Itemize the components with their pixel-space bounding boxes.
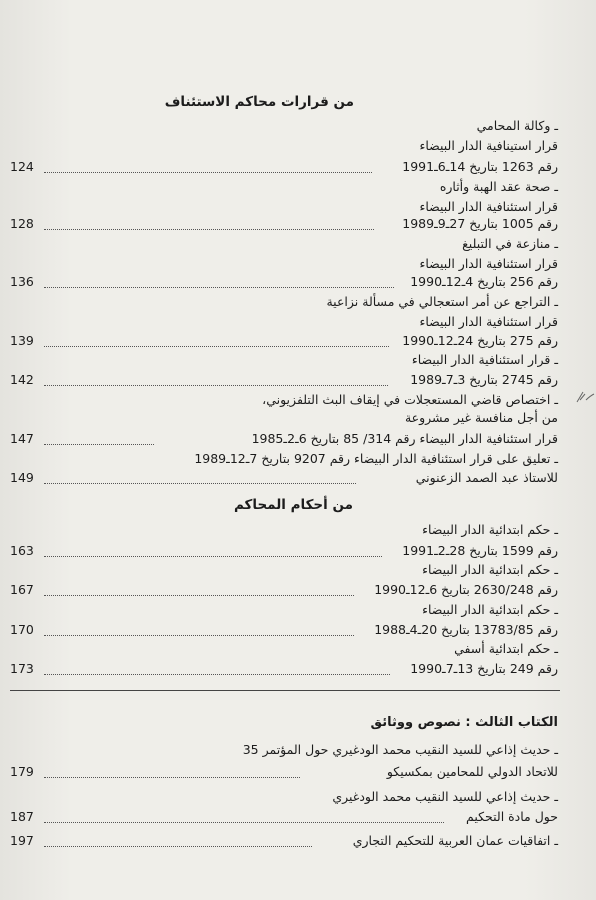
- page-number: 197: [10, 833, 34, 848]
- page-number: 142: [10, 372, 34, 387]
- toc-line: رقم 275 بتاريخ 24ـ12ـ1990: [402, 333, 558, 348]
- page-number: 149: [10, 470, 34, 485]
- toc-line: ـ التراجع عن أمر استعجالي في مسألة نزاعية: [326, 294, 558, 309]
- toc-line: من أجل منافسة غير مشروعة: [404, 410, 558, 425]
- toc-line: ـ اختصاص قاضي المستعجلات في إيقاف البث التلفزيوني،: [262, 392, 558, 407]
- toc-line: قرار استئنافية الدار البيضاء رقم 314/ 85 بتاريخ 6ـ2ـ1985: [251, 431, 558, 446]
- page-number: 167: [10, 582, 34, 597]
- toc-line: قرار استئنافية الدار البيضاء: [419, 199, 558, 214]
- toc-line: رقم 1005 بتاريخ 27ـ9ـ1989: [402, 216, 558, 231]
- toc-line: ـ وكالة المحامي: [476, 118, 558, 133]
- toc-line: رقم 256 بتاريخ 4ـ12ـ1990: [410, 274, 558, 289]
- toc-line: للاتحاد الدولي للمحامين بمكسيكو: [386, 764, 558, 779]
- toc-line: ـ قرار استئنافية الدار البيضاء: [411, 352, 558, 367]
- section-title-book-three: الكتاب الثالث : نصوص ووثائق: [370, 715, 558, 730]
- toc-line: ـ حكم ابتدائية الدار البيضاء: [422, 602, 558, 617]
- toc-line: ـ حديث إذاعي للسيد النقيب محمد الودغيري: [332, 789, 558, 804]
- leader-dots: [44, 822, 444, 823]
- toc-line: رقم 1599 بتاريخ 28ـ2ـ1991: [402, 543, 558, 558]
- section-title-appeals: من قرارات محاكم الاستئناف: [164, 94, 354, 110]
- toc-line: ـ صحة عقد الهبة وأثاره: [439, 179, 558, 194]
- leader-dots: [44, 777, 300, 778]
- toc-line: ـ منازعة في التبليغ: [462, 236, 558, 251]
- toc-line: قرار استئنافية الدار البيضاء: [419, 256, 558, 271]
- page-number: 179: [10, 764, 34, 779]
- section-divider: [10, 690, 560, 691]
- leader-dots: [44, 595, 354, 596]
- toc-line: رقم 249 بتاريخ 13ـ7ـ1990: [410, 661, 558, 676]
- page-number: 170: [10, 622, 34, 637]
- leader-dots: [44, 846, 312, 847]
- section-title-courts: من أحكام المحاكم: [233, 497, 353, 513]
- page-number: 136: [10, 274, 34, 289]
- leader-dots: [44, 444, 154, 445]
- toc-line: ـ تعليق على قرار استئنافية الدار البيضاء رقم 9207 بتاريخ 7ـ12ـ1989: [194, 451, 558, 466]
- leader-dots: [44, 172, 372, 173]
- toc-line: ـ اتفاقيات عمان العربية للتحكيم التجاري: [352, 833, 558, 848]
- leader-dots: [44, 483, 356, 484]
- leader-dots: [44, 635, 354, 636]
- toc-line: رقم 13783/85 بتاريخ 20ـ4ـ1988: [374, 622, 558, 637]
- page-number: 128: [10, 216, 34, 231]
- page-number: 147: [10, 431, 34, 446]
- page-number: 124: [10, 159, 34, 174]
- leader-dots: [44, 674, 390, 675]
- toc-line: رقم 2745 بتاريخ 3ـ7ـ1989: [410, 372, 558, 387]
- toc-line: ـ حكم ابتدائية الدار البيضاء: [422, 522, 558, 537]
- page-number: 139: [10, 333, 34, 348]
- toc-line: ـ حديث إذاعي للسيد النقيب محمد الودغيري حول المؤتمر 35: [242, 742, 558, 757]
- toc-line: ـ حكم ابتدائية الدار البيضاء: [422, 562, 558, 577]
- toc-line: رقم 2630/248 بتاريخ 6ـ12ـ1990: [374, 582, 558, 597]
- leader-dots: [44, 385, 388, 386]
- page-number: 173: [10, 661, 34, 676]
- leader-dots: [44, 229, 374, 230]
- leader-dots: [44, 556, 382, 557]
- toc-line: رقم 1263 بتاريخ 14ـ6ـ1991: [402, 159, 558, 174]
- leader-dots: [44, 346, 389, 347]
- toc-line: ـ حكم ابتدائية أسفي: [454, 641, 558, 656]
- page-number: 163: [10, 543, 34, 558]
- page-number: 187: [10, 809, 34, 824]
- leader-dots: [44, 287, 394, 288]
- pencil-mark-icon: [575, 388, 595, 408]
- toc-line: للاستاذ عبد الصمد الزعنوني: [415, 470, 558, 485]
- toc-line: حول مادة التحكيم: [466, 809, 558, 824]
- toc-line: قرار استئنافية الدار البيضاء: [419, 314, 558, 329]
- toc-line: قرار استينافية الدار البيضاء: [419, 138, 558, 153]
